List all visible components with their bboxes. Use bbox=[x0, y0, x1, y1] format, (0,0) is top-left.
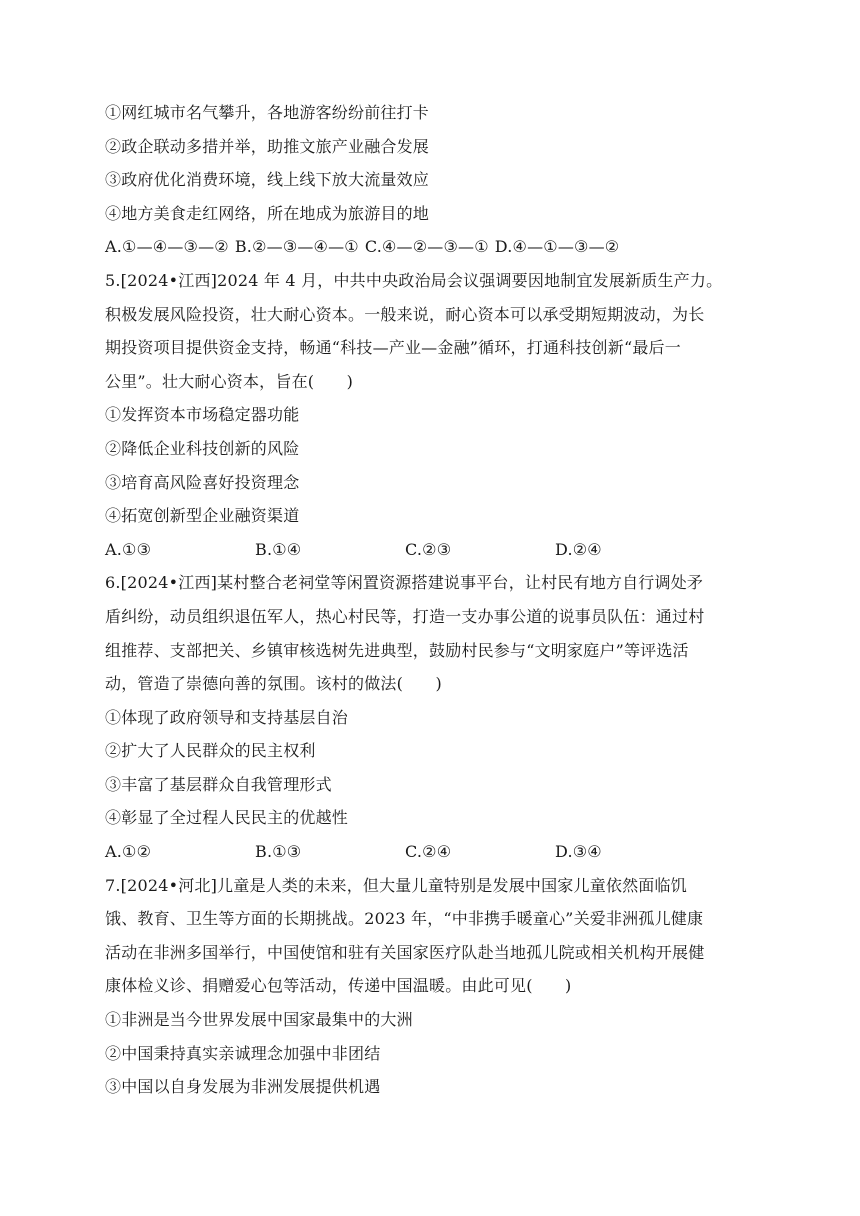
q4-option-b: B.②—③—④—① bbox=[234, 237, 359, 257]
q7-item: ③中国以自身发展为非洲发展提供机遇 bbox=[105, 1077, 381, 1097]
q7-item: ②中国秉持真实亲诚理念加强中非团结 bbox=[105, 1043, 381, 1063]
q6-option-b: B.①③ bbox=[255, 842, 302, 862]
q7-stem-line: 饿、教育、卫生等方面的长期挑战。2023 年，“中非携手暖童心”关爱非洲孤儿健康 bbox=[105, 909, 704, 929]
q5-item: ②降低企业科技创新的风险 bbox=[105, 438, 300, 458]
q4-option-c: C.④—②—③—① bbox=[364, 237, 489, 257]
q6-item: ③丰富了基层群众自我管理形式 bbox=[105, 774, 332, 794]
q7-stem-line: 活动在非洲多国举行，中国使馆和驻有关国家医疗队赴当地孤儿院或相关机构开展健 bbox=[105, 942, 705, 962]
q6-options bbox=[105, 835, 755, 869]
q6-stem-line: 动，管造了崇德向善的氛围。该村的做法( ) bbox=[105, 674, 442, 694]
q6-option-a: A.①② bbox=[105, 842, 152, 862]
q7-stem-line: 7.[2024•河北]儿童是人类的未来，但大量儿童特别是发展中国家儿童依然面临饥 bbox=[105, 875, 687, 895]
q6-option-c: C.②④ bbox=[405, 842, 452, 862]
q5-item: ③培育高风险喜好投资理念 bbox=[105, 472, 300, 492]
q6-item: ①体现了政府领导和支持基层自治 bbox=[105, 707, 349, 727]
q6-stem-line: 6.[2024•江西]某村整合老祠堂等闲置资源搭建说事平台，让村民有地方自行调处矛 bbox=[105, 573, 704, 593]
q4-item: ②政企联动多措并举，助推文旅产业融合发展 bbox=[105, 136, 430, 156]
q4-option-a: A.①—④—③—② bbox=[105, 237, 229, 257]
q6-stem-line: 盾纠纷，动员组织退伍军人，热心村民等，打造一支办事公道的说事员队伍：通过村 bbox=[105, 606, 705, 626]
q4-item: ③政府优化消费环境，线上线下放大流量效应 bbox=[105, 170, 430, 190]
q6-option-d: D.③④ bbox=[555, 842, 602, 862]
q5-options bbox=[105, 533, 755, 567]
q5-item: ④拓宽创新型企业融资渠道 bbox=[105, 506, 300, 526]
q6-stem-line: 组推荐、支部把关、乡镇审核选树先进典型，鼓励村民参与“文明家庭户”等评选活 bbox=[105, 640, 689, 660]
q7-stem-line: 康体检义诊、捐赠爱心包等活动，传递中国温暖。由此可见( ) bbox=[105, 976, 572, 996]
q6-item: ④彰显了全过程人民民主的优越性 bbox=[105, 808, 349, 828]
q4-item: ①网红城市名气攀升，各地游客纷纷前往打卡 bbox=[105, 103, 430, 122]
q5-stem-line: 积极发展风险投资，壮大耐心资本。一般来说，耐心资本可以承受期短期波动，为长 bbox=[105, 304, 705, 324]
q7-item: ①非洲是当今世界发展中国家最集中的大洲 bbox=[105, 1010, 413, 1030]
q6-item: ②扩大了人民群众的民主权利 bbox=[105, 741, 316, 761]
q5-option-c: C.②③ bbox=[405, 539, 452, 559]
q5-option-a: A.①③ bbox=[105, 539, 152, 559]
q5-option-d: D.②④ bbox=[555, 539, 602, 559]
q5-stem-line: 期投资项目提供资金支持，畅通“科技—产业—金融”循环，打通科技创新“最后一 bbox=[105, 338, 681, 358]
q4-options bbox=[105, 230, 755, 264]
q5-item: ①发挥资本市场稳定器功能 bbox=[105, 405, 300, 425]
q5-stem-line: 公里”。壮大耐心资本，旨在( ) bbox=[105, 371, 354, 391]
exam-page bbox=[105, 96, 755, 1104]
q4-item: ④地方美食走红网络，所在地成为旅游目的地 bbox=[105, 203, 430, 223]
q5-option-b: B.①④ bbox=[255, 539, 302, 559]
q5-stem-line: 5.[2024•江西]2024 年 4 月，中共中央政治局会议强调要因地制宜发展新质生产力。 bbox=[105, 270, 723, 290]
q4-option-d: D.④—①—③—② bbox=[494, 237, 620, 257]
